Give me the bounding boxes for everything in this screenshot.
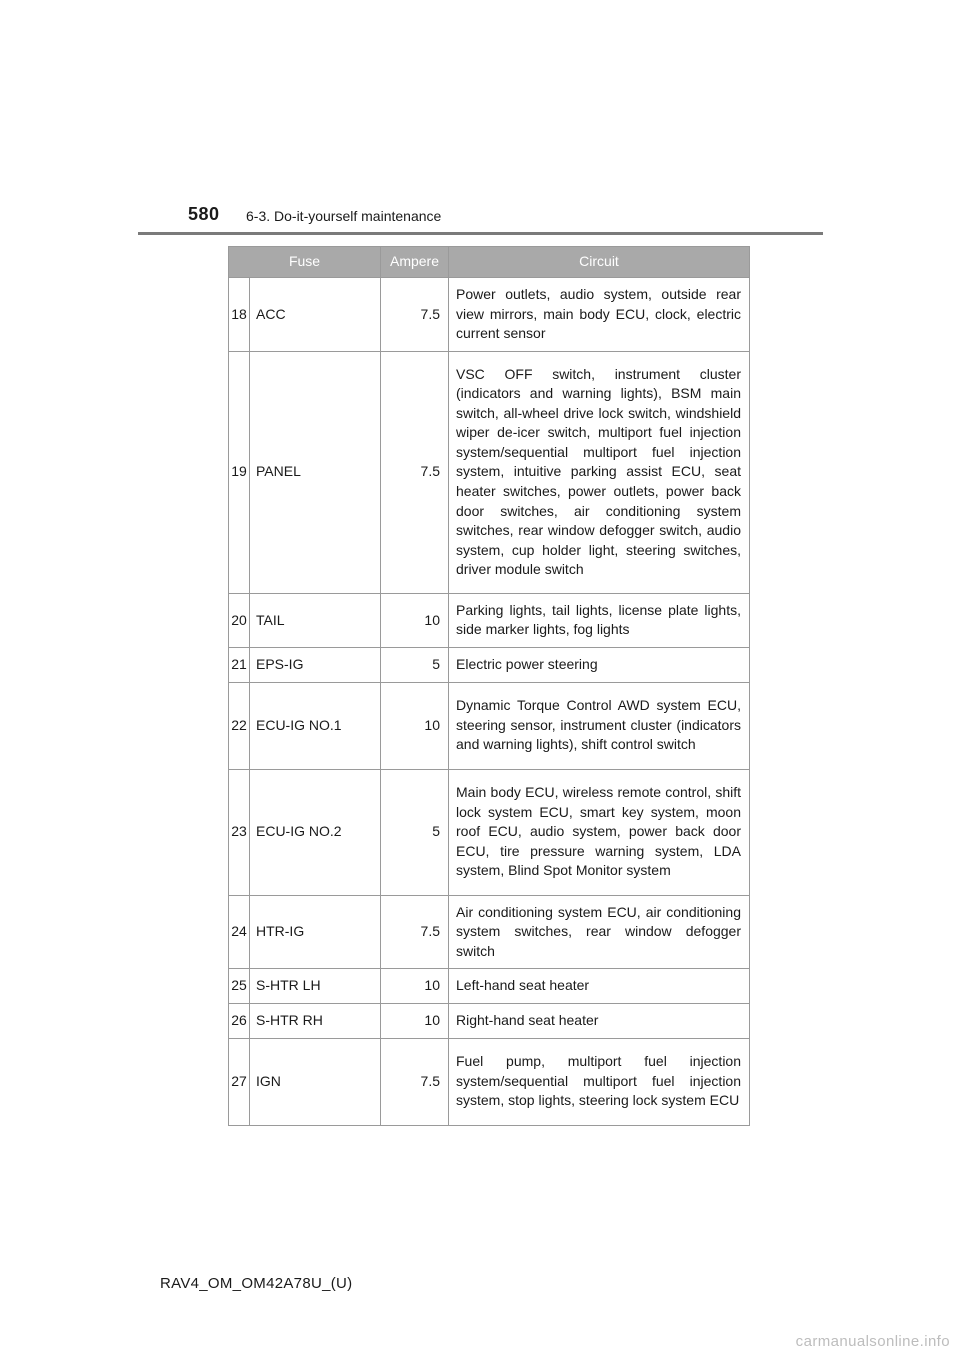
fuse-name: S-HTR RH [250, 1003, 381, 1038]
fuse-number: 18 [229, 278, 250, 352]
table-row [229, 278, 750, 352]
fuse-name: ACC [250, 278, 381, 352]
page-number: 580 [188, 204, 220, 224]
fuse-name: ECU-IG NO.2 [250, 769, 381, 895]
fuse-number: 24 [229, 895, 250, 969]
fuse-circuit: Fuel pump, multiport fuel injection system/sequential multiport fuel injection system, stop lights, steering lock system ECU [449, 1038, 750, 1125]
table-row [229, 1003, 750, 1038]
fuse-name: EPS-IG [250, 647, 381, 682]
table-row [229, 1038, 750, 1125]
fuse-number: 23 [229, 769, 250, 895]
fuse-circuit: VSC OFF switch, instrument cluster (indicators and warning lights), BSM main switch, all-wheel drive lock switch, windshield wiper de-icer switch, multiport fuel injection system/sequential multiport fuel injection system, intuitive parking assist ECU, seat heater switches, power outlets, power back door switches, air conditioning system switches, rear window defogger switch, audio system, cup holder light, steering switches, driver module switch [449, 351, 750, 593]
table-row [229, 769, 750, 895]
fuse-name: TAIL [250, 593, 381, 647]
table-row [229, 647, 750, 682]
table-row [229, 593, 750, 647]
document-code: RAV4_OM_OM42A78U_(U) [160, 1275, 353, 1292]
fuse-ampere: 10 [381, 1003, 449, 1038]
fuse-ampere: 5 [381, 769, 449, 895]
fuse-name: ECU-IG NO.1 [250, 682, 381, 769]
header-rule [138, 232, 823, 235]
fuse-ampere: 7.5 [381, 1038, 449, 1125]
fuse-ampere: 10 [381, 969, 449, 1004]
fuse-number: 20 [229, 593, 250, 647]
fuse-number: 21 [229, 647, 250, 682]
column-header-ampere: Ampere [381, 247, 449, 278]
table-row [229, 351, 750, 593]
fuse-circuit: Parking lights, tail lights, license plate lights, side marker lights, fog lights [449, 593, 750, 647]
fuse-name: PANEL [250, 351, 381, 593]
fuse-circuit: Electric power steering [449, 647, 750, 682]
fuse-circuit: Power outlets, audio system, outside rear view mirrors, main body ECU, clock, electric current sensor [449, 278, 750, 352]
table-header-row [229, 247, 750, 278]
watermark-link[interactable]: carmanualsonline.info [795, 1333, 950, 1350]
table-row [229, 895, 750, 969]
fuse-ampere: 7.5 [381, 278, 449, 352]
fuse-number: 26 [229, 1003, 250, 1038]
fuse-circuit: Left-hand seat heater [449, 969, 750, 1004]
fuse-number: 27 [229, 1038, 250, 1125]
fuse-number: 19 [229, 351, 250, 593]
fuse-circuit: Dynamic Torque Control AWD system ECU, steering sensor, instrument cluster (indicators and warning lights), shift control switch [449, 682, 750, 769]
fuse-number: 25 [229, 969, 250, 1004]
fuse-table [228, 246, 750, 1126]
fuse-ampere: 10 [381, 593, 449, 647]
fuse-ampere: 7.5 [381, 895, 449, 969]
fuse-name: S-HTR LH [250, 969, 381, 1004]
section-title: 6-3. Do-it-yourself maintenance [246, 208, 442, 224]
fuse-circuit: Main body ECU, wireless remote control, shift lock system ECU, smart key system, moon roof ECU, audio system, power back door ECU, tire pressure warning system, LDA system, Blind Spot Monitor system [449, 769, 750, 895]
fuse-name: HTR-IG [250, 895, 381, 969]
table-row [229, 682, 750, 769]
fuse-ampere: 10 [381, 682, 449, 769]
column-header-circuit: Circuit [449, 247, 750, 278]
fuse-circuit: Right-hand seat heater [449, 1003, 750, 1038]
fuse-number: 22 [229, 682, 250, 769]
fuse-name: IGN [250, 1038, 381, 1125]
table-row [229, 969, 750, 1004]
fuse-circuit: Air conditioning system ECU, air conditioning system switches, rear window defogger switch [449, 895, 750, 969]
column-header-fuse: Fuse [229, 247, 381, 278]
fuse-ampere: 5 [381, 647, 449, 682]
fuse-ampere: 7.5 [381, 351, 449, 593]
